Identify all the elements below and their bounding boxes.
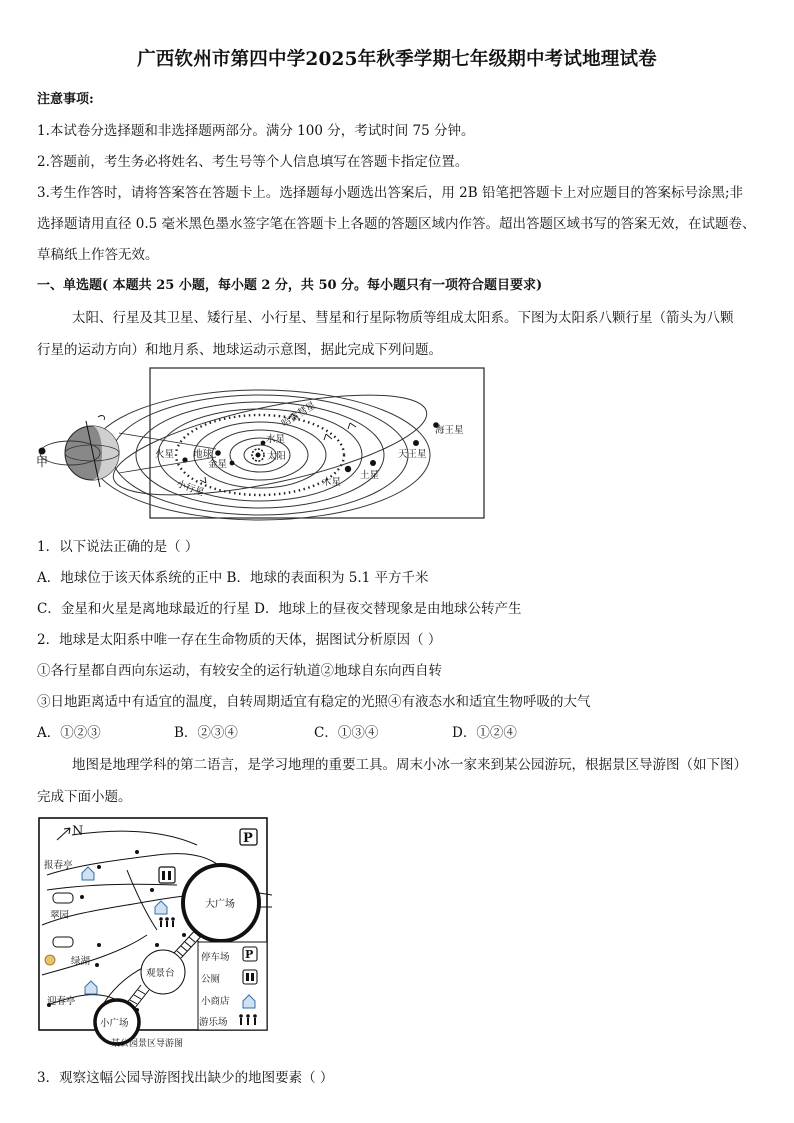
map-intro-line-2: 完成下面小题。: [37, 789, 132, 805]
jupiter-label: 木星: [322, 477, 342, 488]
q2-choice-d: D．①②④: [452, 725, 517, 741]
q2-statements-1: ①各行星都自西向东运动，有较安全的运行轨道②地球自东向西自转: [37, 663, 442, 679]
mars-label: 火星: [155, 449, 175, 460]
jia-label: 甲: [36, 455, 49, 469]
notice-item-3: 3.考生作答时，请将答案答在答题卡上。选择题每小题选出答案后，用 2B 铅笔把答题卡上对应题目的答案标号涂黑;非: [37, 185, 744, 201]
section-intro-line-2: 行星的运动方向）和地月系、地球运动示意图，据此完成下列问题。: [37, 342, 442, 358]
earth-label: 地球: [193, 449, 213, 460]
uranus-label: 天王星: [398, 449, 427, 460]
venus-label: 金星: [208, 459, 228, 470]
q1-options-cd: C．金星和火星是离地球最近的行星 D．地球上的昼夜交替现象是由地球公转产生: [37, 601, 522, 617]
house-icon-baochun: [82, 867, 94, 880]
q1-stem: 1．以下说法正确的是（ ）: [37, 539, 199, 555]
legend-toilet-label: 公厕: [201, 974, 221, 985]
comet-label: 哈雷彗星: [279, 400, 318, 430]
notice-item-1: 1.本试卷分选择题和非选择题两部分。满分 100 分，考试时间 75 分钟。: [37, 123, 475, 139]
asteroid-label: 小行星: [174, 478, 206, 499]
people-icon-center: [159, 917, 175, 927]
q3-stem: 3．观察这幅公园导游图找出缺少的地图要素（ ）: [37, 1070, 334, 1086]
q2-choice-c: C．①③④: [314, 725, 379, 741]
yingchun-label: 迎春亭: [47, 996, 76, 1007]
guanjingtai-label: 观景台: [146, 968, 175, 979]
q2-choice-b: B．②③④: [174, 725, 238, 741]
lvhu-label: 绿湖: [71, 956, 91, 967]
legend-parking-label: 停车场: [201, 952, 230, 963]
sun-label: 太阳: [267, 451, 287, 462]
notice-item-2: 2.答题前，考生务必将姓名、考生号等个人信息填写在答题卡指定位置。: [37, 154, 469, 170]
baochun-label: 报春亭: [44, 860, 73, 871]
solar-system-figure: [30, 365, 464, 525]
q2-choice-a: A．①②③: [37, 725, 101, 741]
neptune-label: 海王星: [435, 425, 464, 436]
xiaoguangchang-label: 小广场: [100, 1018, 129, 1029]
q2-stem: 2．地球是太阳系中唯一存在生命物质的天体，据图试分析原因（ ）: [37, 632, 442, 648]
legend-parking-symbol: P: [245, 948, 254, 961]
legend-shop-label: 小商店: [201, 996, 230, 1007]
parking-symbol-top: P: [243, 831, 253, 846]
map-intro-line-1: 地图是地理学科的第二语言，是学习地理的重要工具。周末小冰一家来到某公园游玩，根据景区导游图（如下图）: [72, 757, 747, 773]
tree-icon: [45, 955, 55, 965]
saturn-label: 土星: [360, 470, 380, 481]
people-icon-legend: [239, 1014, 257, 1025]
map-caption: 某公园景区导游图: [111, 1039, 184, 1049]
cuiyuan-label: 翠园: [50, 910, 70, 921]
daguangchang-label: 大广场: [205, 899, 235, 910]
mercury-label: 水星: [266, 434, 286, 445]
park-map: [37, 815, 277, 1050]
house-icon-yingchun: [85, 981, 97, 994]
house-icon-center: [155, 901, 167, 914]
legend-playground-label: 游乐场: [199, 1017, 228, 1028]
page-title: 广西钦州市第四中学2025年秋季学期七年级期中考试地理试卷: [137, 49, 657, 70]
q2-statements-2: ③日地距离适中有适宜的温度，自转周期适宜有稳定的光照④有液态水和适宜生物呼吸的大气: [37, 694, 591, 710]
section-heading: 一、单选题( 本题共 25 小题，每小题 2 分，共 50 分。每小题只有一项符合题目要求): [37, 278, 543, 293]
notice-item-3-cont: 选择题请用直径 0.5 毫米黑色墨水签字笔在答题卡上各题的答题区域内作答。超出答题区域书写的答案无效，在试题卷、: [37, 216, 756, 232]
section-intro-line-1: 太阳、行星及其卫星、矮行星、小行星、彗星和行星际物质等组成太阳系。下图为太阳系八颗行星（箭头为八颗: [72, 310, 734, 326]
notice-heading: 注意事项:: [37, 92, 94, 107]
q1-options-ab: A．地球位于该天体系统的正中 B．地球的表面积为 5.1 平方千米: [37, 570, 429, 586]
notice-item-3-end: 草稿纸上作答无效。: [37, 247, 159, 263]
north-label: N: [72, 824, 84, 839]
